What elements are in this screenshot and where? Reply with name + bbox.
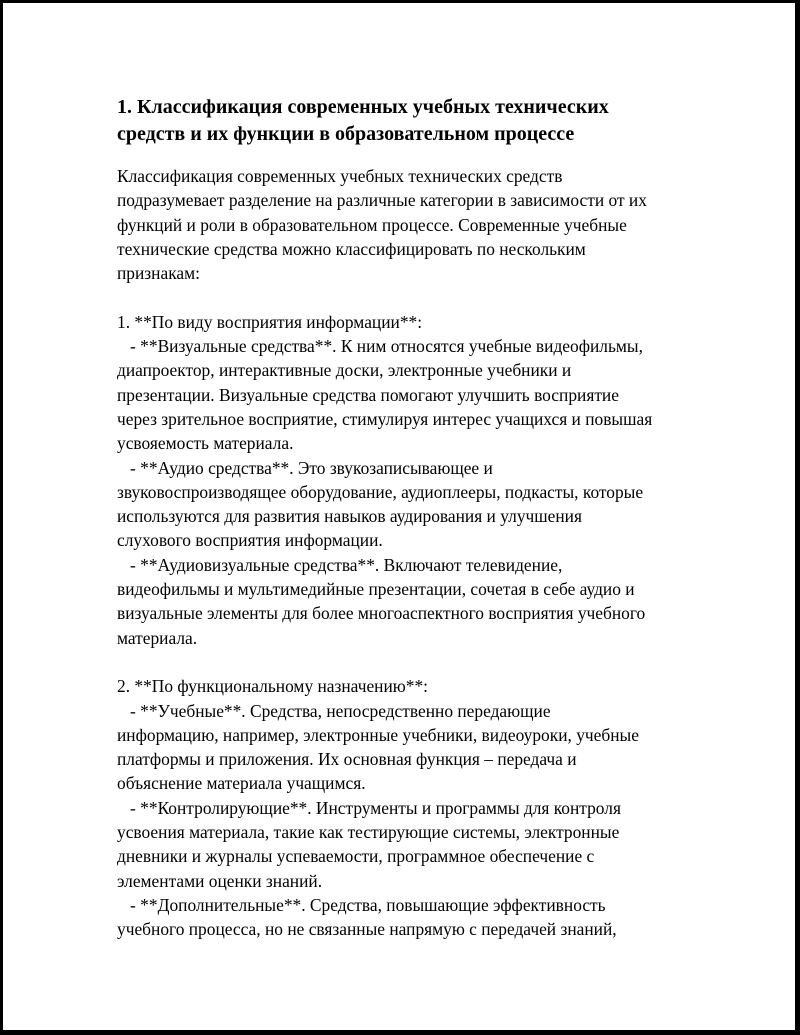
text-line: 1. **По виду восприятия информации**: [117, 311, 423, 332]
text-line: видеофильмы и мультимедийные презентации, сочетая в себе аудио и [117, 579, 635, 600]
text-line: признакам: [117, 263, 200, 284]
section-heading [117, 93, 692, 148]
document-body [117, 93, 692, 942]
text-line: технические средства можно классифицировать по нескольким [117, 238, 586, 259]
text-line: дневники и журналы успеваемости, программное обеспечение с [117, 846, 595, 867]
text-line: усвояемость материала. [117, 433, 294, 454]
heading-line: средств и их функции в образовательном процессе [117, 123, 575, 145]
text-line: - **Визуальные средства**. К ним относятся учебные видеофильмы, [117, 336, 643, 357]
text-line: - **Контролирующие**. Инструменты и программы для контроля [117, 797, 621, 818]
text-line: звуковоспроизводящее оборудование, аудиоплееры, подкасты, которые [117, 481, 644, 502]
text-line: платформы и приложения. Их основная функция – передача и [117, 749, 577, 770]
text-line: через зрительное восприятие, стимулируя интерес учащихся и повышая [117, 408, 653, 429]
text-line: презентации. Визуальные средства помогают улучшить восприятие [117, 384, 619, 405]
text-line: - **Учебные**. Средства, непосредственно передающие [117, 700, 551, 721]
text-line: визуальные элементы для более многоаспектного восприятия учебного [117, 603, 646, 624]
text-line: усвоения материала, такие как тестирующие системы, электронные [117, 822, 620, 843]
text-line: объяснение материала учащимся. [117, 773, 366, 794]
text-line: элементами оценки знаний. [117, 870, 323, 891]
text-line: - **Дополнительные**. Средства, повышающие эффективность [117, 894, 606, 915]
text-line: диапроектор, интерактивные доски, электронные учебники и [117, 360, 572, 381]
blank-line [117, 285, 692, 309]
text-line: учебного процесса, но не связанные напрямую с передачей знаний, [117, 919, 617, 940]
heading-line: 1. Классификация современных учебных технических [117, 96, 609, 118]
text-line: материала. [117, 627, 198, 648]
text-line: Классификация современных учебных технических средств [117, 166, 563, 186]
text-line: 2. **По функциональному назначению**: [117, 676, 429, 697]
text-line: подразумевает разделение на различные категории в зависимости от их [117, 190, 647, 211]
blank-line [117, 650, 692, 674]
text-line: - **Аудиовизуальные средства**. Включают телевидение, [117, 554, 563, 575]
text-line: слухового восприятия информации. [117, 530, 383, 551]
text-line: информацию, например, электронные учебники, видеоуроки, учебные [117, 724, 639, 745]
text-line: функций и роли в образовательном процессе. Современные учебные [117, 214, 627, 235]
text-line: - **Аудио средства**. Это звукозаписывающее и [117, 457, 493, 478]
section-text [117, 164, 692, 942]
text-line: используются для развития навыков аудирования и улучшения [117, 506, 582, 527]
